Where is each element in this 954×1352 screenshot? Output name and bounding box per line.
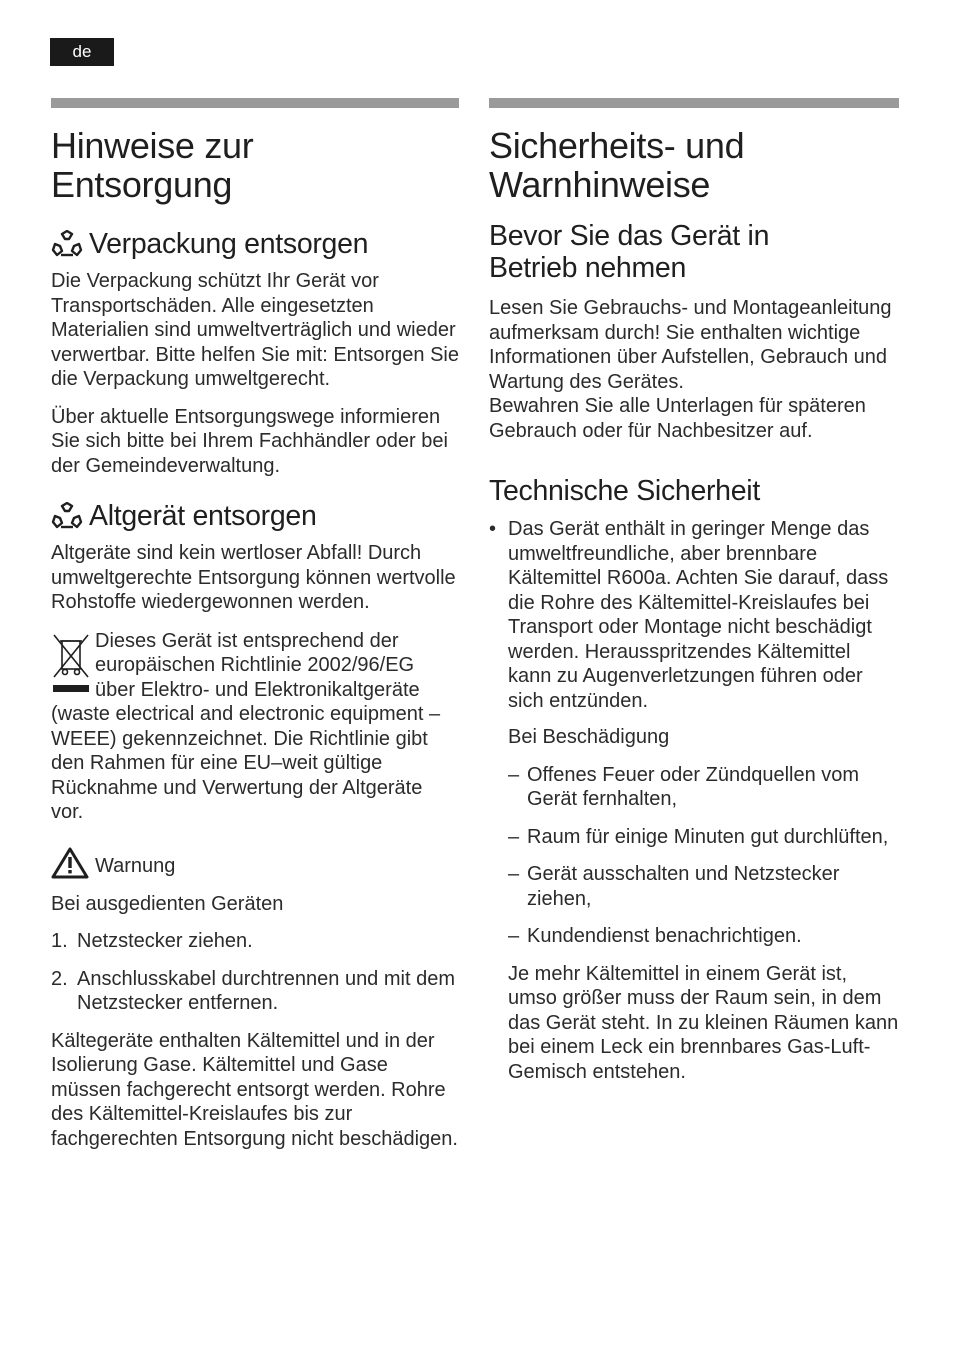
dash-marker: – xyxy=(508,863,520,885)
damage-label: Bei Beschädigung xyxy=(508,726,670,748)
old-device-heading: Altgerät entsorgen xyxy=(89,500,317,532)
before-use-text-1: Lesen Sie Gebrauchs- und Montageanleitung aufmerksam durch! Sie enthalten wichtige Informationen über Aufstellen, Gebrauch und Wartung des Gerätes. xyxy=(489,297,892,393)
recycle-icon xyxy=(51,230,83,258)
weee-block xyxy=(51,629,459,703)
list-item xyxy=(508,862,899,911)
crossed-bin-icon xyxy=(51,629,91,695)
technical-safety-heading: Technische Sicherheit xyxy=(489,475,760,507)
list-item xyxy=(508,825,899,850)
weee-intro-text: Dieses Gerät ist entsprechend der europäischen Richtlinie 2002/96/EG über Elektro- und Elektronikaltgeräte xyxy=(95,629,420,701)
damage-item-text: Kundendienst benachrichtigen. xyxy=(527,925,802,947)
disposal-column xyxy=(51,98,459,1151)
damage-list xyxy=(508,763,899,949)
section-bar xyxy=(489,98,899,108)
damage-item-text: Gerät ausschalten und Netzstecker ziehen, xyxy=(527,863,840,910)
weee-icon-box xyxy=(51,629,95,703)
section-bar xyxy=(51,98,459,108)
old-device-text: Altgeräte sind kein wertloser Abfall! Durch umweltgerechte Entsorgung können wertvolle Rohstoffe wiedergewonnen werden. xyxy=(51,542,456,613)
damage-item-text: Raum für einige Minuten gut durchlüften, xyxy=(527,825,889,848)
safety-column xyxy=(489,98,899,1084)
weee-rest-text: (waste electrical and electronic equipment – WEEE) gekennzeichnet. Die Richtlinie gibt den Rahmen für eine EU–weit gültige Rücknahme und Verwertung der Altgeräte vor. xyxy=(51,703,441,823)
warning-intro: Bei ausgedienten Geräten xyxy=(51,892,284,915)
step-text: Netzstecker ziehen. xyxy=(77,930,253,952)
bullet-text: Das Gerät enthält in geringer Menge das umweltfreundliche, aber brennbare Kältemittel R600a. Achten Sie darauf, dass die Rohre des Kältemittel-Kreislaufes bei Transport oder Montage nicht beschädigt werden. Herausspritzendes Kältemittel kann zu Augenverletzungen führen oder sich entzünden. xyxy=(508,518,889,712)
dash-marker: – xyxy=(508,925,520,947)
packaging-text-1: Die Verpackung schützt Ihr Gerät vor Transportschäden. Alle eingesetzten Materialien sind umweltverträglich und wieder verwertbar. Bitte helfen Sie mit: Entsorgen Sie die Verpackung umweltgerecht. xyxy=(51,270,459,390)
language-tag: de xyxy=(50,38,114,66)
list-item xyxy=(51,929,459,954)
dash-marker: – xyxy=(508,825,520,848)
technical-closing-text: Je mehr Kältemittel in einem Gerät ist, umso größer muss der Raum sein, in dem das Gerät steht. In zu kleinen Räumen kann bei einem Leck ein brennbares Gas-Luft-Gemisch entstehen. xyxy=(508,962,899,1083)
warning-triangle-icon xyxy=(51,847,89,879)
warning-row xyxy=(51,847,459,879)
list-item xyxy=(51,967,459,1016)
recycle-icon xyxy=(51,502,83,530)
old-device-heading-row xyxy=(51,500,459,532)
before-use-text-2: Bewahren Sie alle Unterlagen für späteren Gebrauch oder für Nachbesitzer auf. xyxy=(489,395,866,442)
step-number: 2. xyxy=(51,967,68,990)
warning-closing-text: Kältegeräte enthalten Kältemittel und in der Isolierung Gase. Kältemittel und Gase müssen fachgerecht entsorgt werden. Rohre des Kältemittel-Kreislaufes bis zur fachgerechten Entsorgung nicht beschädigen. xyxy=(51,1029,458,1150)
warning-label: Warnung xyxy=(95,855,176,877)
damage-item-text: Offenes Feuer oder Zündquellen vom Gerät fernhalten, xyxy=(527,763,860,810)
before-use-heading: Bevor Sie das Gerät in Betrieb nehmen xyxy=(489,220,770,284)
step-number: 1. xyxy=(51,930,68,952)
packaging-text-2: Über aktuelle Entsorgungswege informieren Sie sich bitte bei Ihrem Fachhändler oder bei der Gemeindeverwaltung. xyxy=(51,405,448,477)
list-item xyxy=(508,924,899,949)
list-item xyxy=(508,763,899,812)
safety-title: Sicherheits- und Warnhinweise xyxy=(489,125,745,205)
warning-steps xyxy=(51,929,459,1016)
damage-block xyxy=(489,725,899,1084)
bullet-icon: • xyxy=(489,518,497,540)
technical-bullets xyxy=(489,517,899,713)
list-item xyxy=(489,517,899,713)
packaging-heading: Verpackung entsorgen xyxy=(89,228,369,260)
packaging-heading-row xyxy=(51,228,459,260)
dash-marker: – xyxy=(508,763,520,786)
disposal-title: Hinweise zur Entsorgung xyxy=(51,125,254,205)
step-text: Anschlusskabel durchtrennen und mit dem Netzstecker entfernen. xyxy=(77,967,455,1014)
